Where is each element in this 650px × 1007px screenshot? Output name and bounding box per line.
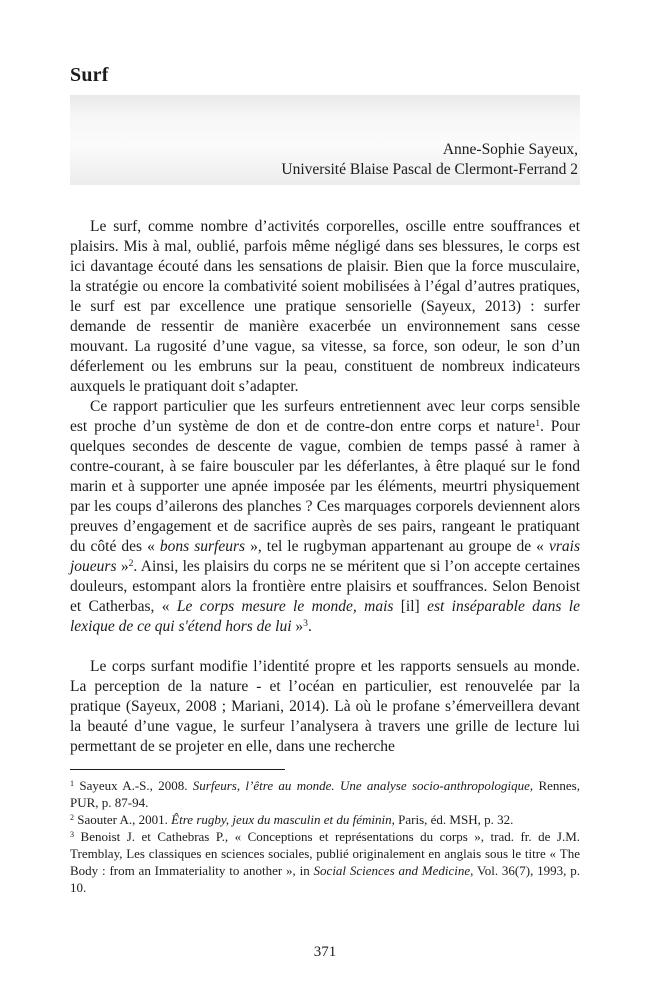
footnote: $^2$ Saouter A., 2001. Être rugby, jeux du masculin et du féminin, Paris, éd. MSH, p. 32. — [70, 812, 514, 827]
paragraph: Le corps surfant modifie l’identité propre et les rapports sensuels au monde. La perception de la nature - et l’océan en particulier, est renouvelée par la pratique (Sayeux, 2008 ; Mariani, 2014). Là où le profane s’émerveillera devant la beauté d’une vague, le surfeur l’analysera à travers une grille de lecture lui permettant de se projeter en elle, dans une recherche — [70, 658, 580, 755]
header-band — [70, 95, 580, 185]
author-name: Anne-Sophie Sayeux, — [442, 141, 578, 158]
paragraph: Le surf, comme nombre d’activités corporelles, oscille entre souffrances et plaisirs. Mis à mal, oublié, parfois même négligé dans ses blessures, le corps est ici davantage écouté dans les sensations de plaisir. Bien que la force musculaire, la stratégie ou encore la combativité soient mobilisées à l’égal d’autres pratiques, le surf est par excellence une pratique sensorielle (Sayeux, 2013) : surfer demande de ressentir de manière exacerbée un environnement sans cesse mouvant. La rugosité d’une vague, sa vitesse, sa force, son odeur, le son d’un déferlement ou les embruns sur la peau, constituent de nombreux indicateurs auxquels le pratiquant doit s’adapter. — [70, 218, 580, 395]
author-block — [281, 140, 578, 180]
paragraph: Ce rapport particulier que les surfeurs entretiennent avec leur corps sensible est proche d’un système de don et de contre-don entre corps et nature$^1$. Pour quelques secondes de descente de vague, combien de temps passé à ramer à contre-courant, à se faire bousculer par les déferlantes, à être plaqué sur le fond marin et à supporter une apnée imposée par les éléments, meurtri physiquement par les coups d’ailerons des planches ? Ces marquages corporels deviennent alors preuves d’engagement et de sacrifice auprès de ses pairs, rangeant le pratiquant du côté des « bons surfeurs », tel le rugbyman appartenant au groupe de « vrais joueurs »$^2$. Ainsi, les plaisirs du corps ne se méritent que si l’on accepte certaines douleurs, estompant alors la frontière entre plaisirs et souffrances. Selon Benoist et Catherbas, « Le corps mesure le monde, mais [il] est inséparable dans le lexique de ce qui s'étend hors de lui »$^3$. — [70, 398, 581, 635]
footnotes — [70, 777, 580, 896]
footnote: $^3$ Benoist J. et Cathebras P., « Conceptions et représentations du corps », trad. fr. de J.M. Tremblay, Les classiques en sciences sociales, publié originalement en anglais sous le titre « The Body : from an Immateriality to another », in Social Sciences and Medicine, Vol. 36(7), 1993, p. 10. — [70, 829, 581, 895]
page-number: 371 — [313, 944, 337, 960]
body-text — [70, 217, 580, 757]
author-affiliation: Université Blaise Pascal de Clermont-Ferrand 2 — [281, 161, 578, 178]
page-title: Surf — [70, 64, 109, 86]
footnote-separator — [70, 769, 285, 770]
footnote: $^1$ Sayeux A.-S., 2008. Surfeurs, l’être au monde. Une analyse socio-anthropologique, Rennes, PUR, p. 87-94. — [70, 778, 580, 810]
page-content — [70, 62, 580, 896]
